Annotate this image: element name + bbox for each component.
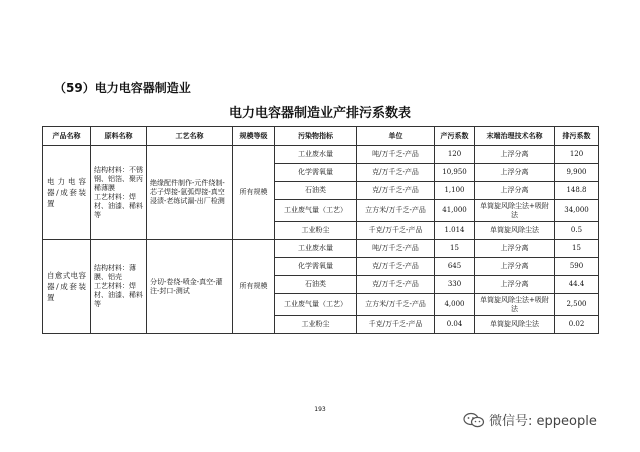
unit-cell: 克/万千乏-产品	[357, 258, 435, 276]
tech-cell: 上浮分离	[475, 240, 555, 258]
generation-cell: 645	[435, 258, 475, 276]
product-name: 自愈式电容器/成套装置	[43, 240, 91, 334]
process-name: 绝缘配件制作-元件绕制-芯子焊接-氩弧焊接-真空浸渍-老练试漏-出厂检测	[147, 146, 233, 240]
table-title: 电力电容器制造业产排污系数表	[228, 106, 411, 121]
discharge-cell: 0.02	[555, 316, 599, 334]
tech-cell: 单筒旋风除尘法+吸附法	[475, 294, 555, 316]
unit-cell: 克/万千乏-产品	[357, 276, 435, 294]
pollutant-cell: 工业废气量（工艺）	[275, 200, 357, 222]
pollutant-cell: 工业废水量	[275, 146, 357, 164]
table-row	[43, 146, 599, 164]
generation-cell: 1.014	[435, 222, 475, 240]
header-pollutant: 污染物指标	[275, 127, 357, 146]
discharge-cell: 34,000	[555, 200, 599, 222]
scale-level: 所有规模	[233, 146, 275, 240]
unit-cell: 克/万千乏-产品	[357, 182, 435, 200]
header-discharge: 排污系数	[555, 127, 599, 146]
product-name: 电力电容器/成套装置	[43, 146, 91, 240]
generation-cell: 1,100	[435, 182, 475, 200]
material-name: 结构材料：薄膜、铝壳 工艺材料：焊材、油漆、稀料等	[91, 240, 147, 334]
unit-cell: 立方米/万千乏-产品	[357, 200, 435, 222]
generation-cell: 330	[435, 276, 475, 294]
watermark-text: 微信号: eppeople	[489, 414, 597, 429]
tech-cell: 单筒旋风除尘法	[475, 316, 555, 334]
process-name: 分切-卷绕-喷金-真空-灌注-封口-测试	[147, 240, 233, 334]
discharge-cell: 15	[555, 240, 599, 258]
discharge-cell: 148.8	[555, 182, 599, 200]
pollutant-cell: 化学需氧量	[275, 164, 357, 182]
table-row	[43, 240, 599, 258]
header-unit: 单位	[357, 127, 435, 146]
generation-cell: 120	[435, 146, 475, 164]
generation-cell: 4,000	[435, 294, 475, 316]
header-tech: 末端治理技术名称	[475, 127, 555, 146]
header-generation: 产污系数	[435, 127, 475, 146]
pollutant-cell: 石油类	[275, 276, 357, 294]
unit-cell: 克/万千乏-产品	[357, 164, 435, 182]
tech-cell: 上浮分离	[475, 276, 555, 294]
pollutant-cell: 化学需氧量	[275, 258, 357, 276]
tech-cell: 上浮分离	[475, 258, 555, 276]
watermark	[463, 410, 597, 429]
discharge-cell: 0.5	[555, 222, 599, 240]
pollutant-cell: 工业粉尘	[275, 222, 357, 240]
tech-cell: 上浮分离	[475, 182, 555, 200]
discharge-cell: 9,900	[555, 164, 599, 182]
pollutant-cell: 工业粉尘	[275, 316, 357, 334]
tech-cell: 单筒旋风除尘法	[475, 222, 555, 240]
discharge-cell: 2,500	[555, 294, 599, 316]
generation-cell: 15	[435, 240, 475, 258]
discharge-cell: 590	[555, 258, 599, 276]
tech-cell: 上浮分离	[475, 164, 555, 182]
pollutant-cell: 工业废气量（工艺）	[275, 294, 357, 316]
section-heading: （59）电力电容器制造业	[54, 81, 191, 95]
header-row	[43, 127, 599, 146]
unit-cell: 立方米/万千乏-产品	[357, 294, 435, 316]
header-product: 产品名称	[43, 127, 91, 146]
pollutant-cell: 工业废水量	[275, 240, 357, 258]
discharge-cell: 44.4	[555, 276, 599, 294]
discharge-cell: 120	[555, 146, 599, 164]
generation-cell: 41,000	[435, 200, 475, 222]
material-name: 结构材料：不锈钢、铝箔、聚丙稀薄膜 工艺材料：焊材、油漆、稀料等	[91, 146, 147, 240]
tech-cell: 单筒旋风除尘法+吸附法	[475, 200, 555, 222]
wechat-icon	[463, 412, 485, 428]
unit-cell: 千克/万千乏-产品	[357, 222, 435, 240]
generation-cell: 0.04	[435, 316, 475, 334]
pollutant-cell: 石油类	[275, 182, 357, 200]
header-process: 工艺名称	[147, 127, 233, 146]
generation-cell: 10,950	[435, 164, 475, 182]
header-material: 原料名称	[91, 127, 147, 146]
unit-cell: 吨/万千乏-产品	[357, 146, 435, 164]
unit-cell: 千克/万千乏-产品	[357, 316, 435, 334]
tech-cell: 上浮分离	[475, 146, 555, 164]
page-number: 193	[314, 406, 326, 413]
unit-cell: 吨/万千乏-产品	[357, 240, 435, 258]
scale-level: 所有规模	[233, 240, 275, 334]
header-scale: 规模等级	[233, 127, 275, 146]
coefficient-table	[42, 126, 599, 334]
